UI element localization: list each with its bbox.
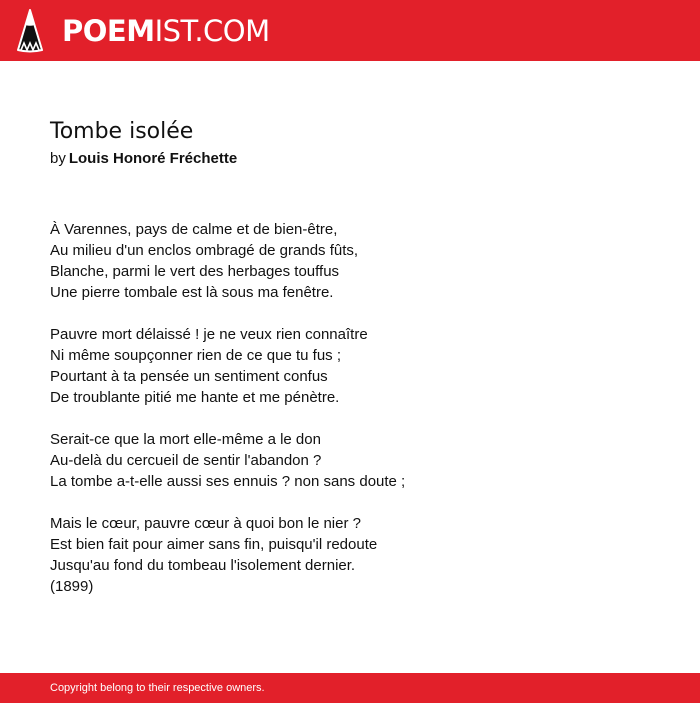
stanza-4 [50, 513, 650, 576]
poem-title: Tombe isolée [50, 119, 194, 144]
pencil-tip-icon [17, 9, 43, 53]
site-logo-link[interactable] [17, 8, 270, 54]
poem-verses [50, 219, 650, 597]
verse-line: Mais le cœur, pauvre cœur à quoi bon le nier ? [50, 515, 361, 532]
verse-line: Au milieu d'un enclos ombragé de grands fûts, [50, 242, 359, 259]
poem-year: (1899) [50, 578, 94, 595]
logo-wordmark-bold: POEM [62, 14, 155, 48]
verse-line: De troublante pitié me hante et me pénètre. [50, 389, 340, 406]
poem-article [50, 116, 650, 597]
verse-line: Serait-ce que la mort elle-même a le don [50, 431, 321, 448]
stanza-2 [50, 324, 650, 408]
verse-line: La tombe a-t-elle aussi ses ennuis ? non sans doute ; [50, 473, 406, 490]
site-header [0, 0, 700, 61]
verse-line: Une pierre tombale est là sous ma fenêtre. [50, 284, 334, 301]
stanza-1 [50, 219, 650, 303]
verse-line: Pauvre mort délaissé ! je ne veux rien connaître [50, 326, 368, 343]
verse-line: Est bien fait pour aimer sans fin, puisqu'il redoute [50, 536, 378, 553]
copyright-notice: Copyright belong to their respective owners. [50, 682, 265, 694]
site-footer [0, 673, 700, 703]
poem-byline [50, 148, 650, 170]
author-link[interactable]: Louis Honoré Fréchette [68, 150, 238, 167]
verse-line: À Varennes, pays de calme et de bien-être, [50, 221, 338, 238]
logo-wordmark-light: IST.COM [154, 14, 270, 48]
verse-line: Pourtant à ta pensée un sentiment confus [50, 368, 328, 385]
byline-prefix: by [50, 150, 66, 167]
verse-line: Blanche, parmi le vert des herbages touffus [50, 263, 340, 280]
verse-line: Jusqu'au fond du tombeau l'isolement dernier. [50, 557, 356, 574]
logo-wordmark [62, 9, 270, 53]
verse-line: Ni même soupçonner rien de ce que tu fus ; [50, 347, 341, 364]
stanza-3 [50, 429, 650, 492]
verse-line: Au-delà du cercueil de sentir l'abandon ? [50, 452, 322, 469]
